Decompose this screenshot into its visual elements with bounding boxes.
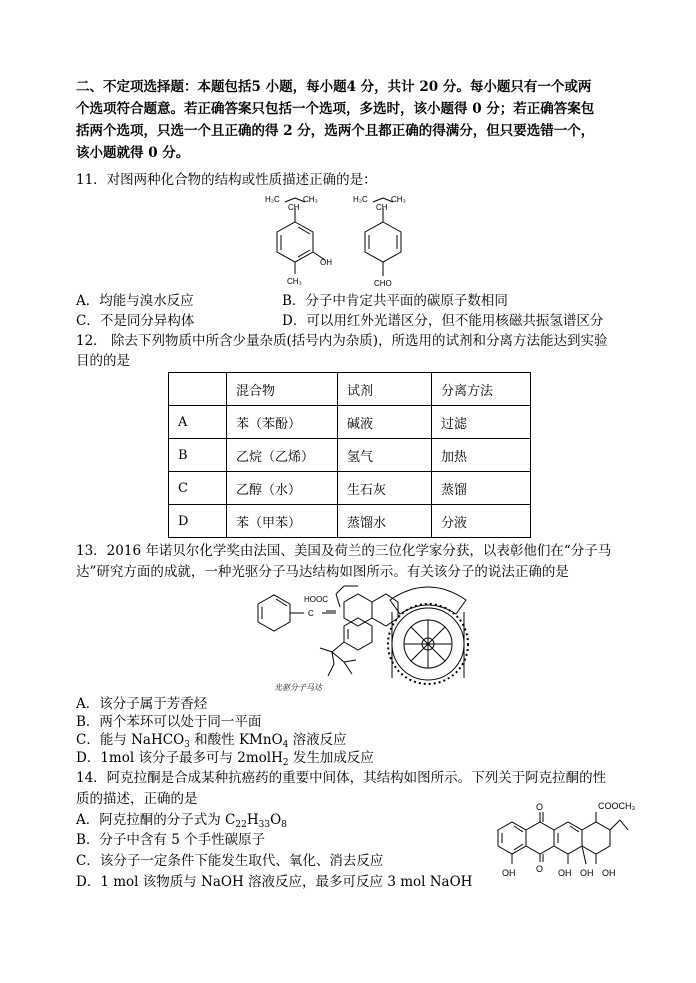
q14-option-d: D．1 mol 该物质与 NaOH 溶液反应，最多可反应 3 mol NaOH bbox=[76, 874, 473, 890]
q11-option-c: C．不是同分异构体 bbox=[76, 313, 195, 329]
q11-option-b: B．分子中肯定共平面的碳原子数相同 bbox=[282, 293, 508, 309]
q14-option-a-text: A．阿克拉酮的分子式为 C bbox=[76, 812, 236, 828]
q14-o-top: O bbox=[536, 802, 544, 812]
q14-oh-2: OH bbox=[558, 868, 572, 878]
table-header-cell: 分离方法 bbox=[432, 373, 531, 406]
table-cell: 乙烷（乙烯） bbox=[227, 439, 338, 472]
q13-option-c-sub-1: 3 bbox=[184, 740, 190, 750]
q13-option-b: B．两个苯环可以处于同一平面 bbox=[76, 714, 262, 730]
q13-molecular-motor-figure bbox=[240, 582, 470, 694]
q13-stem-line-1: 13．2016 年诺贝尔化学奖由法国、美国及荷兰的三位化学家分获，以表彰他们在“分子马 bbox=[76, 543, 612, 559]
q13-option-d-text-2: 发生加成反应 bbox=[288, 750, 374, 766]
q11-option-d: D．可以用红外光谱区分，但不能用核磁共振氢谱区分 bbox=[282, 313, 604, 329]
q11-structures-figure bbox=[255, 190, 425, 290]
q14-stem-line-2: 质的描述，正确的是 bbox=[76, 791, 198, 807]
table-header-cell: 混合物 bbox=[227, 373, 338, 406]
q13-option-d-text-1: D．1mol 该分子最多可与 2molH bbox=[76, 750, 283, 766]
table-cell: C bbox=[169, 472, 227, 505]
q14-option-b: B．分子中含有 5 个手性碳原子 bbox=[76, 832, 266, 848]
table-cell: B bbox=[169, 439, 227, 472]
q14-oh-1: OH bbox=[502, 868, 516, 878]
table-cell: D bbox=[169, 505, 227, 538]
q13-option-c-text-3: 溶液反应 bbox=[288, 732, 347, 748]
table-cell: 分液 bbox=[432, 505, 531, 538]
table-row bbox=[169, 406, 531, 439]
q11-cho: CHO bbox=[374, 279, 392, 288]
q14-aklavinone-figure bbox=[488, 796, 658, 888]
q11-oh: OH bbox=[320, 258, 332, 267]
q13-option-c-text-1: C．能与 NaHCO bbox=[76, 732, 185, 748]
q14-option-a-sub-1: 22 bbox=[235, 820, 247, 830]
q13-option-c-sub-2: 4 bbox=[282, 740, 289, 750]
q14-option-a-h: H bbox=[246, 812, 259, 828]
q14-option-a-sub-3: 8 bbox=[281, 820, 287, 830]
q13-stem-line-2: 达”研究方面的成就，一种光驱分子马达结构如图所示。有关该分子的说法正确的是 bbox=[76, 564, 569, 580]
table-cell: 过滤 bbox=[432, 406, 531, 439]
table-cell: 苯（甲苯） bbox=[227, 505, 338, 538]
q14-oh-3: OH bbox=[580, 868, 594, 878]
table-cell: 蒸馏水 bbox=[338, 505, 432, 538]
q14-oh-4: OH bbox=[602, 868, 616, 878]
section-header-line-4: 该小题就得 0 分。 bbox=[76, 145, 190, 161]
q11-h3c-right: H₃C bbox=[353, 195, 368, 204]
q14-option-a bbox=[76, 810, 287, 830]
q14-option-a-sub-2: 33 bbox=[258, 820, 271, 830]
table-header-cell bbox=[169, 373, 227, 406]
section-header-line-3: 括两个选项，只选一个且正确的得 2 分，选两个且都正确的得满分，但只要选错一个， bbox=[76, 123, 595, 139]
q12-stem-line-1: 12． 除去下列物质中所含少量杂质(括号内为杂质)，所选用的试剂和分离方法能达到实验 bbox=[76, 333, 608, 349]
q11-ch3-left: CH₃ bbox=[303, 195, 318, 204]
q14-o-bottom: O bbox=[536, 864, 544, 874]
q11-h3c-left: H₃C bbox=[265, 195, 280, 204]
q13-option-d bbox=[76, 748, 374, 768]
q13-option-a: A．该分子属于芳香烃 bbox=[76, 696, 208, 712]
table-cell: 加热 bbox=[432, 439, 531, 472]
table-cell: 氢气 bbox=[338, 439, 432, 472]
q14-option-c: C．该分子一定条件下能发生取代、氧化、消去反应 bbox=[76, 853, 384, 869]
table-cell: 生石灰 bbox=[338, 472, 432, 505]
q14-stem-line-1: 14．阿克拉酮是合成某种抗癌药的重要中间体，其结构如图所示。下列关于阿克拉酮的性 bbox=[76, 770, 607, 786]
table-row bbox=[169, 472, 531, 505]
table-cell: 苯（苯酚） bbox=[227, 406, 338, 439]
table-cell: 乙醇（水） bbox=[227, 472, 338, 505]
q13-caption: 光驱分子马达 bbox=[274, 683, 322, 692]
table-row bbox=[169, 439, 531, 472]
q13-option-d-sub: 2 bbox=[282, 758, 289, 768]
q11-ch-right: CH bbox=[376, 203, 388, 212]
table-row bbox=[169, 505, 531, 538]
q13-option-c-text-2: 和酸性 KMnO bbox=[189, 732, 283, 748]
q12-separation-table bbox=[168, 372, 531, 538]
q11-ch3-right: CH₃ bbox=[391, 195, 406, 204]
q14-cooch3: COOCH₃ bbox=[598, 801, 636, 811]
q14-option-a-o: O bbox=[270, 812, 282, 828]
table-cell: 碱液 bbox=[338, 406, 432, 439]
table-cell: A bbox=[169, 406, 227, 439]
q13-option-c bbox=[76, 730, 347, 750]
q13-c: C bbox=[308, 609, 314, 618]
table-header-cell: 试剂 bbox=[338, 373, 432, 406]
q11-stem: 11．对图两种化合物的结构或性质描述正确的是： bbox=[76, 172, 377, 188]
q11-ch3-ring: CH₃ bbox=[287, 277, 302, 286]
section-header-line-2: 个选项符合题意。若正确答案只包括一个选项，多选时，该小题得 0 分；若正确答案包 bbox=[76, 101, 595, 117]
q12-stem-line-2: 目的的是 bbox=[76, 353, 130, 369]
q13-hooc: HOOC bbox=[304, 595, 328, 604]
q11-option-a: A．均能与溴水反应 bbox=[76, 293, 194, 309]
table-cell: 蒸馏 bbox=[432, 472, 531, 505]
q11-ch-left: CH bbox=[288, 203, 300, 212]
section-header-line-1: 二、不定项选择题：本题包括5 小题，每小题4 分，共计 20 分。每小题只有一个或两 bbox=[76, 79, 592, 95]
table-header-row bbox=[169, 373, 531, 406]
